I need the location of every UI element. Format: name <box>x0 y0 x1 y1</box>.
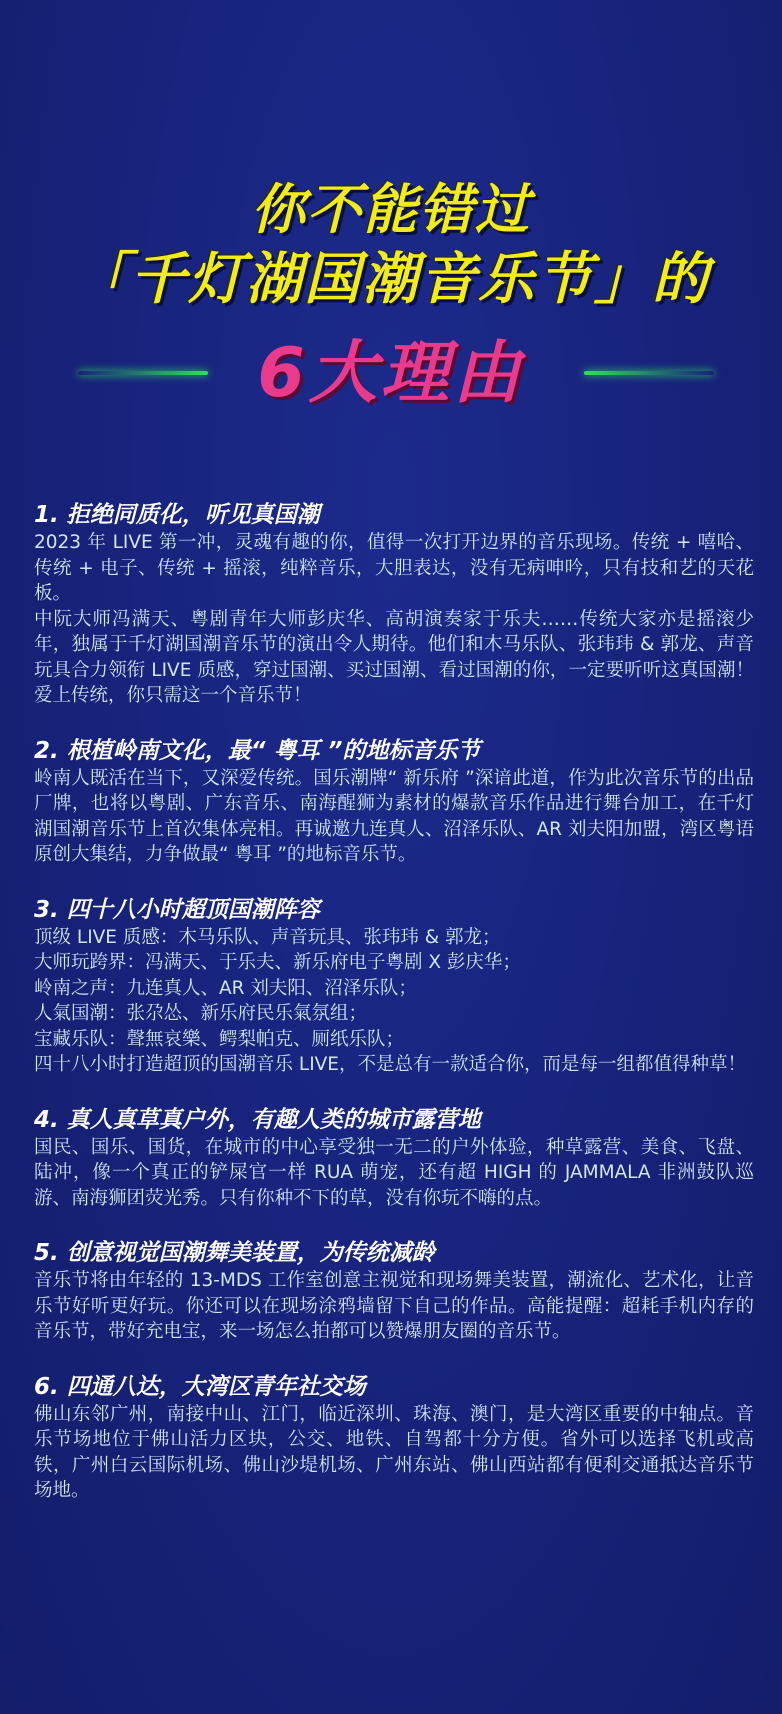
lineup-line: 人氣国潮：张尕怂、新乐府民乐氣氛组； <box>34 1003 368 1024</box>
reason-title: 2. 根植岭南文化，最“ 粤耳 ”的地标音乐节 <box>34 737 481 764</box>
reason-section-4 <box>34 1105 754 1212</box>
lineup-line: 岭南之声：九连真人、AR 刘夫阳、沼泽乐队； <box>34 977 417 999</box>
reason-paragraph: 岭南人既活在当下，又深爱传统。国乐潮牌“ 新乐府 ”深谙此道，作为此次音乐节的出品厂牌，也将以粤剧、广东音乐、南海醒狮为素材的爆款音乐作品进行舞台加工，在千灯湖国潮音乐节上首次集体亮相。再诚邀九连真人、沼泽乐队、AR 刘夫阳加盟，湾区粤语原创大集结，力争做最“ 粤耳 ”的地标音乐节。 <box>34 767 754 865</box>
reason-section-5 <box>34 1238 754 1345</box>
reason-title: 3. 四十八小时超顶国潮阵容 <box>34 896 320 923</box>
reason-section-1 <box>34 500 754 709</box>
reason-paragraph: 四十八小时打造超顶的国潮音乐 LIVE，不是总有一款适合你，而是每一组都值得种草！ <box>34 1054 746 1075</box>
reason-title: 6. 四通八达，大湾区青年社交场 <box>34 1373 366 1400</box>
lineup-line: 大师玩跨界：冯满天、于乐夫、新乐府电子粤剧 X 彭庆华； <box>34 952 521 973</box>
lineup-line: 顶级 LIVE 质感：木马乐队、声音玩具、张玮玮 & 郭龙； <box>34 926 501 948</box>
reason-paragraph: 中阮大师冯满天、粤剧青年大师彭庆华、高胡演奏家于乐夫……传统大家亦是摇滚少年，独属于千灯湖国潮音乐节的演出令人期待。他们和木马乐队、张玮玮 & 郭龙、声音玩具合力领衔 LIVE 质感，穿过国潮、买过国潮、看过国潮的你，一定要听听这真国潮！爱上传统，你只需这一个音乐节！ <box>34 608 754 706</box>
reason-section-3 <box>34 895 754 1078</box>
reason-section-6 <box>34 1372 754 1504</box>
reason-paragraph: 佛山东邻广州，南接中山、江门，临近深圳、珠海、澳门，是大湾区重要的中轴点。音乐节场地位于佛山活力区块，公交、地铁、自驾都十分方便。省外可以选择飞机或高铁，广州白云国际机场、佛山沙堤机场、广州东站、佛山西站都有便利交通抵达音乐节场地。 <box>34 1403 754 1501</box>
reasons-list <box>34 500 754 1531</box>
reason-paragraph: 国民、国乐、国货，在城市的中心享受独一无二的户外体验，种草露营、美食、飞盘、陆冲，像一个真正的铲屎官一样 RUA 萌宠，还有超 HIGH 的 JAMMALA 非洲鼓队巡游、南海狮团荧光秀。只有你种不下的草，没有你玩不嗨的点。 <box>34 1136 754 1209</box>
headline-line-3: 6大理由 <box>257 334 525 413</box>
reason-section-2 <box>34 736 754 868</box>
lineup-line: 宝藏乐队：聲無哀樂、鳄梨帕克、厕纸乐队； <box>34 1028 405 1050</box>
headline-line-1: 你不能错过 <box>251 178 531 241</box>
headline-line-2: 「千灯湖国潮音乐节」的 <box>72 247 710 312</box>
reason-paragraph: 2023 年 LIVE 第一冲，灵魂有趣的你，值得一次打开边界的音乐现场。传统 + 嘻哈、传统 + 电子、传统 + 摇滚，纯粹音乐，大胆表达，没有无病呻吟，只有技和艺的天花板。 <box>34 532 754 604</box>
reason-paragraph: 音乐节将由年轻的 13-MDS 工作室创意主视觉和现场舞美装置，潮流化、艺术化，让音乐节好听更好玩。你还可以在现场涂鸦墙留下自己的作品。高能提醒：超耗手机内存的音乐节，带好充电宝，来一场怎么拍都可以赞爆朋友圈的音乐节。 <box>34 1270 754 1342</box>
reason-title: 5. 创意视觉国潮舞美装置，为传统减龄 <box>34 1240 435 1266</box>
reason-title: 4. 真人真草真户外，有趣人类的城市露营地 <box>34 1106 481 1133</box>
poster-header <box>0 0 782 440</box>
reason-title: 1. 拒绝同质化，听见真国潮 <box>34 502 320 528</box>
